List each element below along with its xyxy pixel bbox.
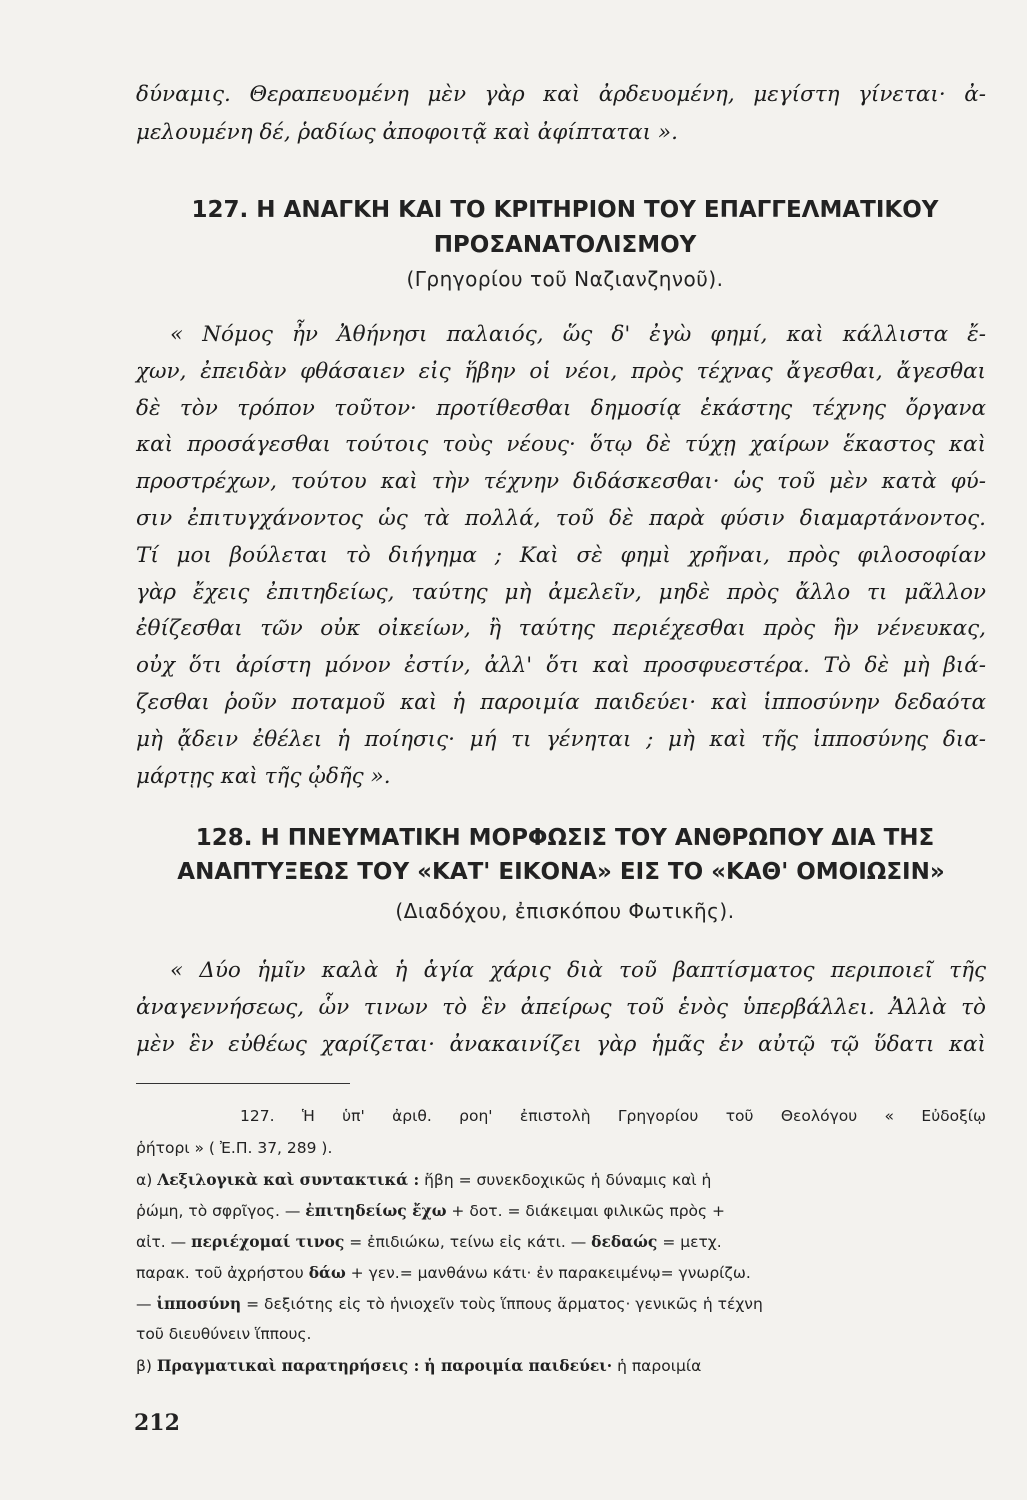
footnote-term: περιέχομαί τινος xyxy=(191,1232,345,1251)
footnote-term: ἡ παροιμία παιδεύει· xyxy=(424,1356,613,1375)
footnote-lexical-line-1 xyxy=(136,1170,986,1189)
footnote-text: = ἐπιδιώκω, τείνω εἰς κάτι. — xyxy=(349,1233,587,1251)
section-127-line: οὐχ ὅτι ἀρίστη μόνον ἐστίν, ἀλλ' ὅτι καὶ προσφυεστέρα. Τὸ δὲ μὴ βιά- xyxy=(136,653,986,678)
footnote-lexical-line-4 xyxy=(136,1263,986,1282)
section-127-line: δὲ τὸν τρόπον τοῦτον· προτίθεσθαι δημοσίᾳ ἑκάστης τέχνης ὄργανα xyxy=(136,396,986,421)
footnote-factual-line-1 xyxy=(136,1356,986,1375)
opening-line-1: δύναμις. Θεραπευομένη μὲν γὰρ καὶ ἀρδευομένη, μεγίστη γίνεται· ἀ- xyxy=(136,82,986,107)
footnote-text: ῥώμη, τὸ σφρῖγος. — xyxy=(136,1202,301,1220)
section-127-line: καὶ προσάγεσθαι τούτοις τοὺς νέους· ὅτῳ δὲ τύχῃ χαίρων ἕκαστος καὶ xyxy=(136,432,986,457)
page-number: 212 xyxy=(134,1410,180,1436)
section-127-line: προστρέχων, τούτου καὶ τὴν τέχνην διδάσκεσθαι· ὡς τοῦ μὲν κατὰ φύ- xyxy=(136,469,986,494)
section-127-line: μὴ ᾄδειν ἐθέλει ἡ ποίησις· μή τι γένηται ; μὴ καὶ τῆς ἱπποσύνης δια- xyxy=(136,727,986,752)
footnote-heading: Πραγματικαὶ παρατηρήσεις : xyxy=(156,1356,420,1375)
footnote-label: β) xyxy=(136,1357,152,1375)
section-127-line: σιν ἐπιτυγχάνοντος ὡς τὰ πολλά, τοῦ δὲ παρὰ φύσιν διαμαρτάνοντος. xyxy=(136,506,986,531)
section-127-line: ζεσθαι ῥοῦν ποταμοῦ καὶ ἡ παροιμία παιδεύει· καὶ ἱπποσύνην δεδαότα xyxy=(136,690,986,715)
opening-line-2: μελουμένη δέ, ῥαδίως ἀποφοιτᾷ καὶ ἀφίπταται ». xyxy=(136,120,678,145)
footnote-lexical-line-3 xyxy=(136,1232,986,1251)
footnote-text: = μετχ. xyxy=(662,1233,722,1251)
section-127-heading-line-1: 127. Η ΑΝΑΓΚΗ ΚΑΙ ΤΟ ΚΡΙΤΗΡΙΟΝ ΤΟΥ ΕΠΑΓΓΕΛΜΑΤΙΚΟΥ xyxy=(191,197,939,223)
footnote-127-line-2: ῥήτορι » ( Ἐ.Π. 37, 289 ). xyxy=(136,1139,333,1157)
footnote-term: ἐπιτηδείως ἔχω xyxy=(305,1201,447,1220)
footnote-text: παρακ. τοῦ ἀχρήστου xyxy=(136,1264,304,1282)
section-127-source: (Γρηγορίου τοῦ Ναζιανζηνοῦ). xyxy=(406,267,724,291)
footnote-term: δάω xyxy=(308,1263,346,1282)
footnote-text: = δεξιότης εἰς τὸ ἡνιοχεῖν τοὺς ἵππους ἅρματος· γενικῶς ἡ τέχνη xyxy=(246,1295,763,1313)
footnote-text: ἥβη = συνεκδοχικῶς ἡ δύναμις καὶ ἡ xyxy=(424,1171,712,1189)
section-128-line: μὲν ἓν εὐθέως χαρίζεται· ἀνακαινίζει γὰρ ἡμᾶς ἐν αὐτῷ τῷ ὕδατι καὶ xyxy=(136,1032,986,1057)
section-127-line: χων, ἐπειδὰν φθάσαιεν εἰς ἥβην οἱ νέοι, πρὸς τέχνας ἄγεσθαι, ἄγεσθαι xyxy=(136,359,986,384)
footnote-text: + γεν.= μανθάνω κάτι· ἐν παρακειμένῳ= γνωρίζω. xyxy=(350,1264,751,1282)
footnote-text: αἰτ. — xyxy=(136,1233,187,1251)
section-127-heading-line-2: ΠΡΟΣΑΝΑΤΟΛΙΣΜΟΥ xyxy=(433,232,697,258)
section-128-line: « Δύο ἡμῖν καλὰ ἡ ἁγία χάρις διὰ τοῦ βαπτίσματος περιποιεῖ τῆς xyxy=(170,958,986,983)
footnote-text: — xyxy=(136,1295,152,1313)
footnote-text: ἡ παροιμία xyxy=(617,1357,702,1375)
footnote-divider xyxy=(136,1083,350,1084)
section-128-heading-line-1: 128. Η ΠΝΕΥΜΑΤΙΚΗ ΜΟΡΦΩΣΙΣ ΤΟΥ ΑΝΘΡΩΠΟΥ ΔΙΑ ΤΗΣ xyxy=(195,825,935,851)
footnote-heading: Λεξιλογικὰ καὶ συντακτικά : xyxy=(157,1170,420,1189)
section-127-line: « Νόμος ἦν Ἀθήνησι παλαιός, ὥς δ' ἐγὼ φημί, καὶ κάλλιστα ἔ- xyxy=(170,322,986,347)
footnote-label: α) xyxy=(136,1171,153,1189)
footnote-lexical-line-2 xyxy=(136,1201,986,1220)
section-127-line: Τί μοι βούλεται τὸ διήγημα ; Καὶ σὲ φημὶ χρῆναι, πρὸς φιλοσοφίαν xyxy=(136,543,986,568)
section-128-line: ἀναγεννήσεως, ὧν τινων τὸ ἓν ἀπείρως τοῦ ἑνὸς ὑπερβάλλει. Ἀλλὰ τὸ xyxy=(136,995,986,1020)
footnote-term: ἱπποσύνη xyxy=(156,1294,242,1313)
section-128-heading-line-2: ΑΝΑΠΤΥΞΕΩΣ ΤΟΥ «ΚΑΤ' ΕΙΚΟΝΑ» ΕΙΣ ΤΟ «ΚΑΘ' ΟΜΟΙΩΣΙΝ» xyxy=(177,859,945,885)
footnote-text: + δοτ. = διάκειμαι φιλικῶς πρὸς + xyxy=(451,1202,726,1220)
footnote-lexical-line-6: τοῦ διευθύνειν ἵππους. xyxy=(136,1325,312,1343)
footnote-lexical-line-5 xyxy=(136,1294,986,1313)
section-127-line: γὰρ ἔχεις ἐπιτηδείως, ταύτης μὴ ἀμελεῖν, μηδὲ πρὸς ἄλλο τι μᾶλλον xyxy=(136,580,986,605)
section-127-line: μάρτῃς καὶ τῆς ᾠδῆς ». xyxy=(136,764,391,789)
section-128-source: (Διαδόχου, ἐπισκόπου Φωτικῆς). xyxy=(395,899,735,923)
section-127-line: ἐθίζεσθαι τῶν οὐκ οἰκείων, ἢ ταύτης περιέχεσθαι πρὸς ἣν νένευκας, xyxy=(136,616,986,641)
footnote-term: δεδαώς xyxy=(591,1232,658,1251)
footnote-127-line-1: 127. Ἡ ὑπ' ἀριθ. ροη' ἐπιστολὴ Γρηγορίου τοῦ Θεολόγου « Εὐδοξίῳ xyxy=(240,1107,986,1125)
